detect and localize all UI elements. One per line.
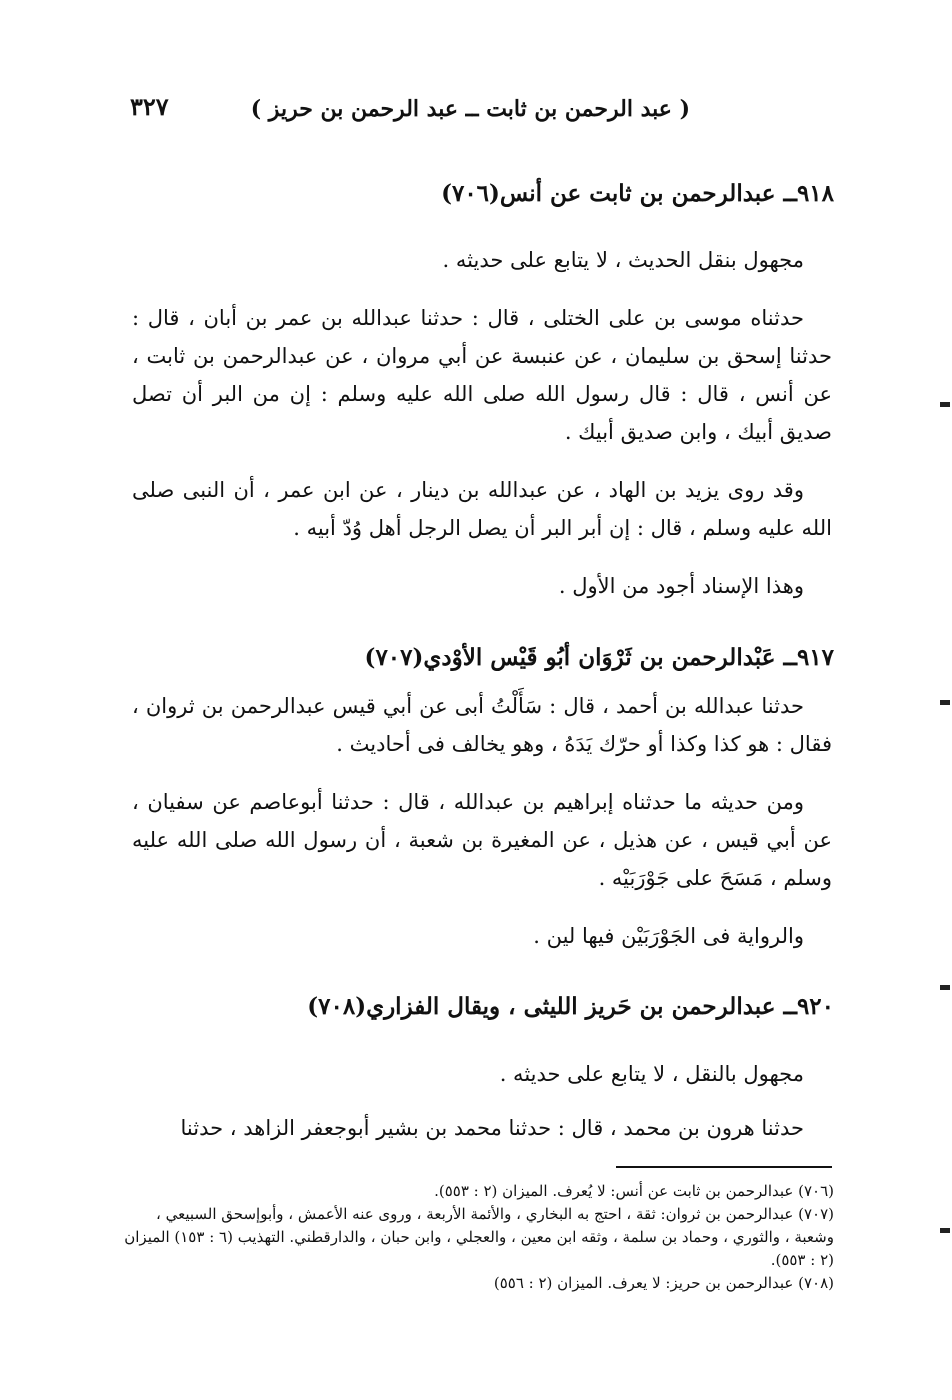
entry-heading-918: ٩١٨ــ عبدالرحمن بن ثابت عن أنس(٧٠٦) xyxy=(441,180,834,207)
entry-918-paragraph-4: وهذا الإسناد أجود من الأول . xyxy=(558,574,804,598)
footnote-708: (٧٠٨) عبدالرحمن بن حريز: لا يعرف. الميزان (٢ : ٥٥٦) xyxy=(493,1274,834,1292)
entry-920-paragraph-2: حدثنا هرون بن محمد ، قال : حدثنا محمد بن بشير أبوجعفر الزاهد ، حدثنا xyxy=(180,1116,804,1140)
running-title: ( عبد الرحمن بن ثابت ــ عبد الرحمن بن حريز ) xyxy=(250,96,690,122)
entry-918-paragraph-2: حدثناه موسى بن على الختلى ، قال : حدثنا عبدالله بن عمر بن أبان ، قال : حدثنا إسحق بن سليمان ، عن عنبسة عن أبي مروان ، عن عبدالرحمن بن ثابت ، عن أنس ، قال : قال رسول الله صلى الله عليه وسلم : إن من البر أن تصل صديق أبيك ، وابن صديق أبيك . xyxy=(132,306,832,444)
scan-edge-mark xyxy=(940,700,950,705)
entry-920-paragraph-1: مجهول بالنقل ، لا يتابع على حديثه . xyxy=(499,1062,804,1086)
entry-heading-917: ٩١٧ــ عَبْدالرحمن بن ثَرْوَان أبُو قَيْس الأوْدي(٧٠٧) xyxy=(364,644,834,671)
entry-917-paragraph-2: ومن حديثه ما حدثناه إبراهيم بن عبدالله ، قال : حدثنا أبوعاصم عن سفيان ، عن أبي قيس ، عن هذيل ، عن المغيرة بن شعبة ، أن رسول الله صلى الله عليه وسلم ، مَسَحَ على جَوْرَبَيْه . xyxy=(132,790,832,890)
entry-917-paragraph-1: حدثنا عبدالله بن أحمد ، قال : سَأَلْتُ أبى عن أبي قيس عبدالرحمن بن ثروان ، فقال : هو كذا وكذا أو حرّك يَدَهُ ، وهو يخالف فى أحاديث . xyxy=(132,694,832,756)
footnote-706: (٧٠٦) عبدالرحمن بن ثابت عن أنس: لا يُعرف. الميزان (٢ : ٥٥٣). xyxy=(434,1182,834,1200)
entry-918-paragraph-1: مجهول بنقل الحديث ، لا يتابع على حديثه . xyxy=(442,248,804,272)
entry-917-paragraph-3: والرواية فى الجَوْرَبَيْن فيها لين . xyxy=(533,924,804,948)
footnote-707: (٧٠٧) عبدالرحمن بن ثروان: ثقة ، احتج به البخاري ، والأئمة الأربعة ، وروى عنه الأعمش ، وأبوإسحق السبيعي ، وشعبة ، والثوري ، وحماد بن سلمة ، وثقه ابن معين ، والعجلي ، وابن حبان ، والدارقطني. التهذيب (٦ : ١٥٣) الميزان (٢ : ٥٥٣). xyxy=(124,1205,834,1269)
entry-heading-920: ٩٢٠ــ عبدالرحمن بن حَريز الليثى ، ويقال الفزاري(٧٠٨) xyxy=(307,993,834,1020)
scan-edge-mark xyxy=(940,402,950,407)
scan-edge-mark xyxy=(940,1228,950,1233)
scan-edge-mark xyxy=(940,985,950,990)
footnote-separator xyxy=(616,1166,832,1168)
page-number: ٣٢٧ xyxy=(130,92,169,121)
footnotes xyxy=(124,1180,834,1295)
entry-918-paragraph-3: وقد روى يزيد بن الهاد ، عن عبدالله بن دينار ، عن ابن عمر ، أن النبى صلى الله عليه وسلم ، قال : إن أبر البر أن يصل الرجل أهل وُدّ أبيه . xyxy=(132,478,832,540)
